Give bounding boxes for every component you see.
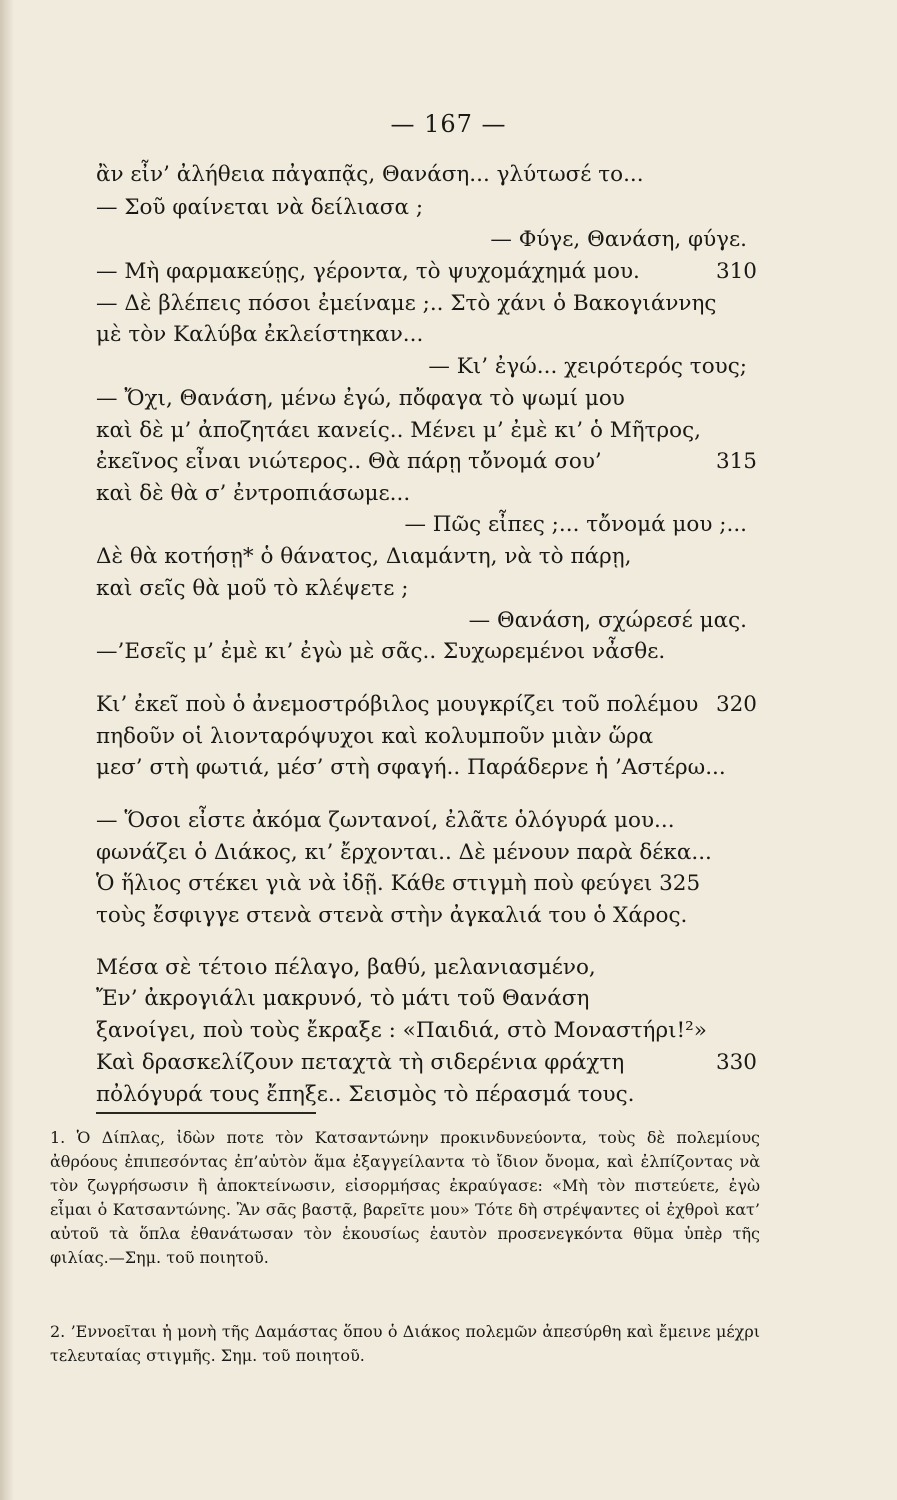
- line-number: 320: [715, 692, 757, 717]
- line-number: 310: [715, 259, 757, 284]
- line-number: 330: [715, 1050, 757, 1075]
- footnote-rule: [96, 1112, 316, 1114]
- verse-line: — Ὄχι, Θανάση, μένω ἐγώ, πὄφαγα τὸ ψωμί μου: [96, 386, 625, 411]
- verse-line: ἂν εἶν’ ἀλήθεια πἀγαπᾷς, Θανάση... γλύτωσέ το...: [96, 162, 644, 187]
- verse-line: φωνάζει ὁ Διάκος, κι’ ἔρχονται.. Δὲ μένουν παρὰ δέκα...: [96, 840, 712, 865]
- verse-line: Ὁ ἥλιος στέκει γιὰ νὰ ἰδῇ. Κάθε στιγμὴ ποὺ φεύγει 325: [96, 871, 701, 896]
- footnote-1: 1. Ὁ Δίπλας, ἰδὼν ποτε τὸν Κατσαντώνην προκινδυνεύοντα, τοὺς δὲ πολεμίους ἀθρόους ἐπιπεσόντας ἐπ’αὐτὸν ἅμα ἐξαγγείλαντα τὸ ἴδιον ὄνομα, καὶ ἐλπίζοντας νὰ τὸν ζωγρήσωσιν ἢ ἀποκτείνωσιν, εἰσορμήσας ἐκραύγασε: «Μὴ τὸν πιστεύετε, ἐγὼ εἶμαι ὁ Κατσαντώνης. Ἂν σᾶς βαστᾷ, βαρεῖτε μου» Τότε δὴ στρέψαντες οἱ ἐχθροὶ κατ’ αὐτοῦ τὰ ὅπλα ἐθανάτωσαν τὸν ἑκουσίως ἑαυτὸν προσενεγκόντα θῦμα ὑπὲρ τῆς φιλίας.—Σημ. τοῦ ποιητοῦ.: [50, 1128, 760, 1267]
- verse-line: Δὲ θὰ κοτήσῃ* ὁ θάνατος, Διαμάντη, νὰ τὸ πάρῃ,: [96, 544, 632, 569]
- verse-line: — Δὲ βλέπεις πόσοι ἐμείναμε ;.. Στὸ χάνι ὁ Βακογιάννης: [96, 291, 717, 316]
- verse-line: καὶ δὲ θὰ σ’ ἐντροπιάσωμε...: [96, 481, 411, 506]
- verse-line: τοὺς ἔσφιγγε στενὰ στενὰ στὴν ἀγκαλιά του ὁ Χάρος.: [96, 903, 688, 928]
- page-number: — 167 —: [390, 110, 507, 138]
- verse-line: Καὶ δρασκελίζουν πεταχτὰ τὴ σιδερένια φράχτη: [96, 1050, 625, 1075]
- verse-line: καὶ σεῖς θὰ μοῦ τὸ κλέψετε ;: [96, 576, 409, 601]
- footnote-2: 2. ’Εννοεῖται ἡ μονὴ τῆς Δαμάστας ὅπου ὁ Διάκος πολεμῶν ἀπεσύρθη καὶ ἔμεινε μέχρι τελευταίας στιγμῆς. Σημ. τοῦ ποιητοῦ.: [50, 1322, 760, 1365]
- verse-line: Μέσα σὲ τέτοιο πέλαγο, βαθύ, μελανιασμένο,: [96, 955, 596, 980]
- verse-line: πηδοῦν οἱ λιονταρόψυχοι καὶ κολυμποῦν μιὰν ὥρα: [96, 724, 654, 749]
- verse-line: — Θανάση, σχώρεσέ μας.: [468, 608, 747, 633]
- verse-line: —’Εσεῖς μ’ ἐμὲ κι’ ἐγὼ μὲ σᾶς.. Συχωρεμένοι νἆσθε.: [96, 639, 666, 664]
- verse-line: πὀλόγυρά τους ἔπηξε.. Σεισμὸς τὸ πέρασμά τους.: [96, 1082, 635, 1107]
- line-number: 315: [715, 449, 757, 474]
- verse-line: — Σοῦ φαίνεται νὰ δείλιασα ;: [96, 195, 424, 220]
- verse-line: — Πῶς εἶπες ;... τὄνομά μου ;...: [404, 512, 747, 537]
- verse-line: — Μὴ φαρμακεύῃς, γέροντα, τὸ ψυχομάχημά μου.: [96, 259, 640, 284]
- page-edge-shadow: [0, 0, 14, 1500]
- verse-line: ἐκεῖνος εἶναι νιώτερος.. Θὰ πάρῃ τὄνομά σου’: [96, 449, 602, 474]
- verse-line: — Κι’ ἐγώ... χειρότερός τους;: [428, 354, 747, 379]
- verse-line: — Ὅσοι εἶστε ἀκόμα ζωντανοί, ἐλᾶτε ὁλόγυρά μου...: [96, 808, 675, 833]
- verse-line: Ἔν’ ἀκρογιάλι μακρυνό, τὸ μάτι τοῦ Θανάση: [96, 986, 590, 1011]
- verse-line: — Φύγε, Θανάση, φύγε.: [490, 227, 747, 252]
- verse-line: Κι’ ἐκεῖ ποὺ ὁ ἀνεμοστρόβιλος μουγκρίζει τοῦ πολέμου: [96, 692, 699, 717]
- verse-line: καὶ δὲ μ’ ἀποζητάει κανείς.. Μένει μ’ ἐμὲ κι’ ὁ Μῆτρος,: [96, 418, 701, 443]
- verse-line: ξανοίγει, ποὺ τοὺς ἔκραξε : «Παιδιά, στὸ Μοναστήρι!²»: [96, 1018, 707, 1043]
- verse-line: μεσ’ στὴ φωτιά, μέσ’ στὴ σφαγή.. Παράδερνε ἡ ’Αστέρω...: [96, 755, 726, 780]
- verse-line: μὲ τὸν Καλύβα ἐκλείστηκαν...: [96, 322, 424, 347]
